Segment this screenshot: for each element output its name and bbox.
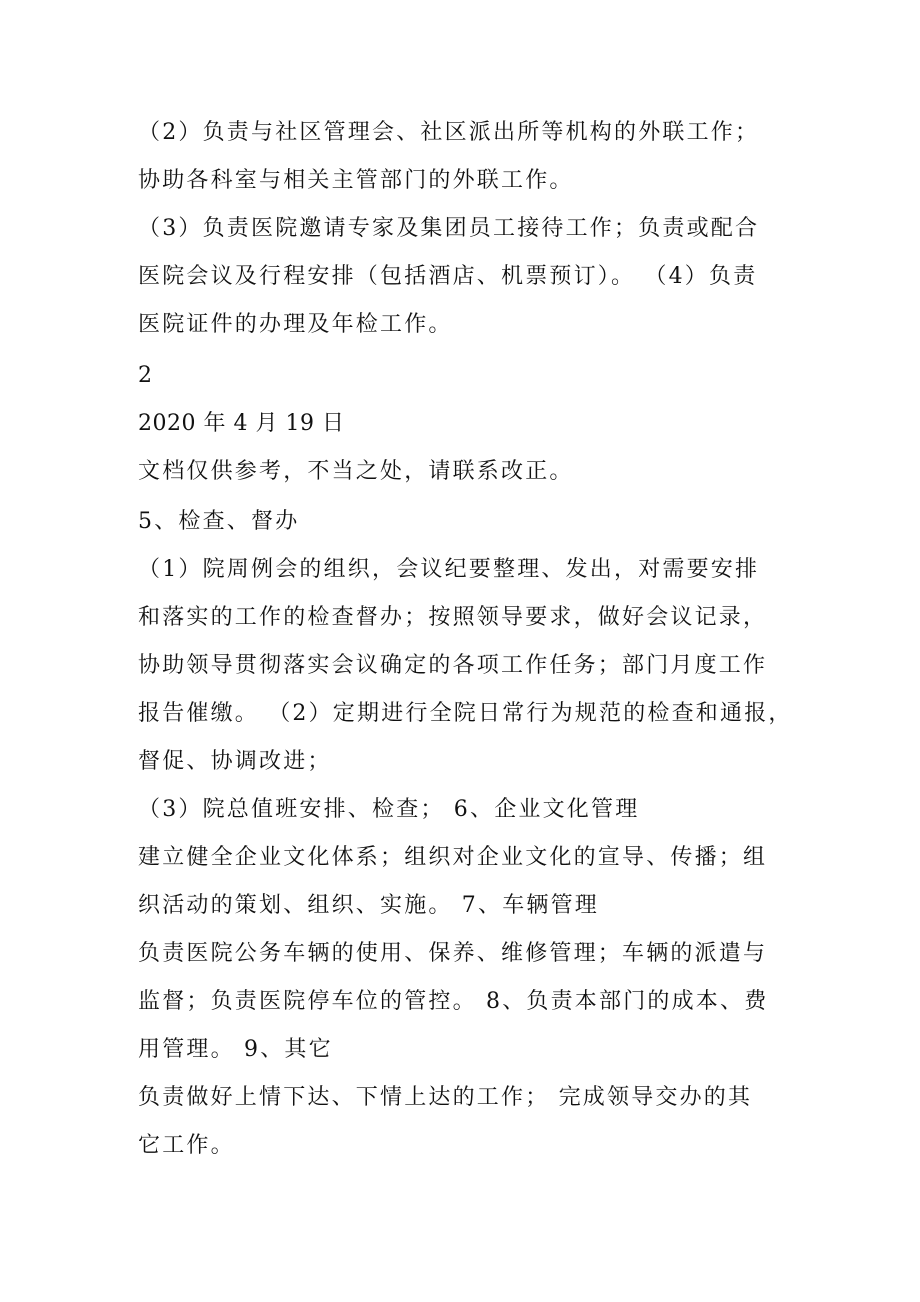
paragraph-line: 织活动的策划、组织、实施。 7、车辆管理 (138, 893, 599, 918)
paragraph-line: （3）院总值班安排、检查； 6、企业文化管理 (138, 797, 640, 822)
paragraph-line: 监督；负责医院停车位的管控。 8、负责本部门的成本、费 (138, 989, 769, 1014)
paragraph-line: 医院证件的办理及年检工作。 (138, 312, 453, 337)
paragraph-line: （1）院周例会的组织，会议纪要整理、发出，对需要安排 (138, 557, 760, 582)
document-date: 2020 年 4 月 19 日 (138, 411, 345, 436)
paragraph-line: 负责医院公务车辆的使用、保养、维修管理；车辆的派遣与 (138, 941, 768, 966)
paragraph-line: 报告催缴。 （2）定期进行全院日常行为规范的检查和通报， (138, 701, 793, 726)
paragraph-line: 用管理。 9、其它 (138, 1037, 333, 1062)
section-heading: 5、检查、督办 (138, 509, 300, 534)
paragraph-line: 它工作。 (138, 1133, 235, 1158)
paragraph-line: 协助各科室与相关主管部门的外联工作。 (138, 168, 574, 193)
disclaimer-text: 文档仅供参考，不当之处，请联系改正。 (138, 459, 574, 484)
paragraph-line: 医院会议及行程安排（包括酒店、机票预订）。 （4）负责 (138, 264, 758, 289)
paragraph-line: 建立健全企业文化体系；组织对企业文化的宣导、传播；组 (138, 845, 768, 870)
paragraph-line: 协助领导贯彻落实会议确定的各项工作任务；部门月度工作 (138, 653, 768, 678)
paragraph-line: 督促、协调改进； (138, 749, 332, 774)
page-number: 2 (138, 363, 153, 388)
paragraph-line: 负责做好上情下达、下情上达的工作； 完成领导交办的其 (138, 1085, 753, 1110)
paragraph-line: 和落实的工作的检查督办；按照领导要求，做好会议记录， (138, 605, 768, 630)
paragraph-line: （3）负责医院邀请专家及集团员工接待工作；负责或配合 (138, 216, 760, 241)
paragraph-line: （2）负责与社区管理会、社区派出所等机构的外联工作； (138, 120, 760, 145)
